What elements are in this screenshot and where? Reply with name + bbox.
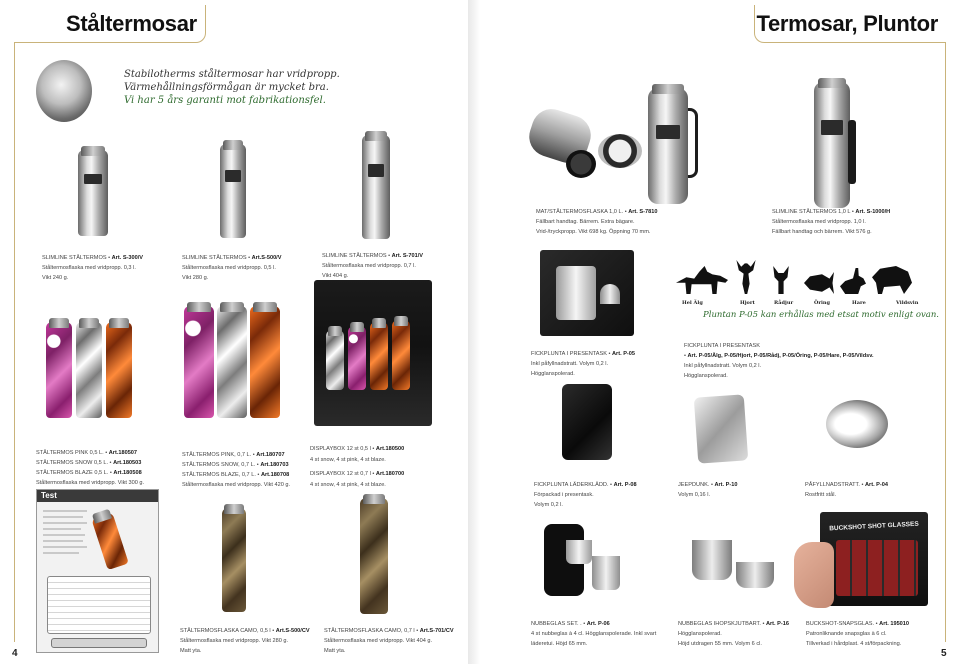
cap-camo07-l2: Ståltermosflaska med vridpropp. Vikt 404 g. [324,638,433,644]
cap-p06-l1: NUBBEGLAS SET. . • [531,621,587,627]
test-score-box [51,638,147,648]
thermos-blaze-07 [250,306,280,418]
cap-p16-l3: Höjd utdragen 55 mm. Volym 6 cl. [678,641,762,647]
cap-s300-l2: Ståltermosflaska med vridpropp. 0,3 l. [42,265,136,271]
cap-pink07-art3: Art.180708 [260,472,290,478]
cap-pink07-l4: Ståltermosflaska med vridpropp. Vikt 420 g. [182,482,291,488]
cap-p04-l2: Rostfritt stål. [805,492,837,498]
label-moose: Hel Älg [682,300,703,306]
intro-text [124,68,424,107]
cap-p08-l1: FICKPLUNTA LÄDERKLÄDD. • [534,482,614,488]
cap-p16-l1: NUBBEGLAS IHOPSKJUTBART. • [678,621,766,627]
caption-s7810 [536,207,657,237]
roe-deer-icon [768,266,794,294]
caption-s300 [42,253,143,283]
cap-s1000-l2: Ståltermosflaska med vridpropp. 1,0 l. [772,219,866,225]
thermos-snow-07 [217,306,247,418]
cap-p16-l2: Högglanspolerad. [678,631,722,637]
collapsible-cup-1 [692,540,732,580]
food-thermos-lid [598,134,642,168]
cap-display-l4: 4 st snow, 4 st pink, 4 st blaze. [310,482,386,488]
right-page-title: Termosar, Pluntor [756,11,938,36]
caption-p04 [805,480,888,500]
cap-s500-l2: Ståltermosflaska med vridpropp. 0,5 l. [182,265,276,271]
gift-flask [556,266,596,320]
cap-pink05-l3: STÅLTERMOS BLAZE 0,5 L. • [36,470,114,476]
cap-camo05-l3: Matt yta. [180,648,202,654]
caption-pink07 [182,450,290,490]
display-flask-4 [392,320,410,390]
cap-s500-l3: Vikt 280 g. [182,275,209,281]
cap-195010-l2: Patronliknande snapsglas à 6 cl. [806,631,887,637]
cap-s7810-l1: MAT/STÅLTERMOSFLASKA 1,0 L. • [536,209,629,215]
cap-p05m-art: Art. P-05/Älg, P-05/Hjort, P-05/Rådj, P-05/Öring, P-05/Hare, P-05/Vildsv. [687,353,874,359]
funnel-image [826,400,888,448]
label-boar: Vildsvin [896,300,919,306]
cap-pink05-art1: Art.180507 [108,450,138,456]
cap-camo05-l1: STÅLTERMOSFLASKA CAMO, 0,5 l • [180,628,276,634]
intro-line-3: Vi har 5 års garanti mot fabrikationsfel. [124,95,326,106]
test-magazine-clipping [36,489,159,653]
thermos-snow-05 [76,322,102,418]
cap-pink05-l1: STÅLTERMOS PINK 0,5 L. • [36,450,109,456]
cap-s701-art: Art. S-701/V [391,253,424,259]
cap-p06-art: Art. P-06 [586,621,610,627]
left-side-rule [14,42,15,642]
deer-icon [734,260,758,294]
cap-camo07-art: Art.S-701/CV [419,628,454,634]
cap-pink05-art3: Art.180508 [113,470,142,476]
cap-s701-l1: SLIMLINE STÅLTERMOS • [322,253,392,259]
thermos-blaze-05 [106,322,132,418]
display-flask-2 [348,326,366,390]
cap-pink07-l1: STÅLTERMOS PINK, 0,7 L. • [182,452,257,458]
caption-195010 [806,619,909,649]
thermos-s1000 [814,82,850,208]
label-hare: Hare [852,300,866,306]
caption-p10 [678,480,737,500]
caption-p08 [534,480,637,510]
left-header [14,5,206,43]
cap-p05-l2: Inkl påfyllnadstratt. Volym 0,2 l. [531,361,609,367]
animal-caption: Pluntan P-05 kan erhållas med etsat motiv enligt ovan. [703,310,939,320]
cap-pink05-l2: STÅLTERMOS SNOW 0,5 L. • [36,460,114,466]
thermos-camo-05 [222,508,246,612]
cap-camo07-l1: STÅLTERMOSFLASKA CAMO, 0,7 l • [324,628,420,634]
test-flask-image [91,512,129,570]
thermos-s1000-handle [848,120,856,184]
gift-funnel [600,284,620,304]
caption-s1000 [772,207,890,237]
cap-s7810-art: Art. S-7810 [628,209,658,215]
cap-pink05-l4: Ståltermosflaska med vridpropp. Vikt 300 g. [36,480,145,486]
buckshot-box-label: BUCKSHOT SHOT GLASSES [829,520,919,533]
gutter-shadow [468,0,480,664]
test-table [47,576,151,634]
cap-display-art2: Art.180700 [375,471,405,477]
thermos-s7810 [648,88,688,204]
cap-p04-l1: PÅFYLLNADSTRATT. • [805,482,865,488]
thermos-s300 [78,150,108,236]
cap-p05-l1: FICKPLUNTA I PRESENTASK • [531,351,613,357]
cap-p10-art: Art. P-10 [714,482,738,488]
cap-s7810-l2: Fällbart handtag. Bärrem. Extra bägare. [536,219,635,225]
cap-p10-l2: Volym 0,16 l. [678,492,711,498]
cap-195010-art: Art. 195010 [879,621,910,627]
intro-line-2: Värmehållningsförmågan är mycket bra. [124,82,329,93]
cap-s701-l2: Ståltermosflaska med vridpropp. 0,7 l. [322,263,416,269]
shot-glass-1 [566,540,592,564]
cap-s300-art: Art. S-300/V [111,255,144,261]
boar-icon [872,266,912,294]
cap-p08-l2: Förpackad i presentask. [534,492,594,498]
left-page-title: Ståltermosar [66,11,197,36]
cap-p10-l1: JEEPDUNK. • [678,482,715,488]
cap-p05m-l1: FICKPLUNTA I PRESENTASK [684,343,760,349]
cap-s1000-l3: Fällbart handtag och bärrem. Vikt 576 g. [772,229,872,235]
caption-s701 [322,251,423,281]
cap-s500-l1: SLIMLINE STÅLTERMOS • [182,255,252,261]
cap-p06-l2: 4 st nubbeglas à 4 cl. Högglanspolerade. Inkl svart [531,631,657,637]
test-header: Test [37,490,158,502]
trout-icon [804,272,834,294]
right-side-rule [945,42,946,642]
label-roe: Rådjur [774,300,794,306]
collapsible-cup-2 [736,562,774,588]
cap-p04-art: Art. P-04 [864,482,888,488]
thermos-pink-07 [184,306,214,418]
cap-p08-art: Art. P-08 [613,482,637,488]
buckshot-shells [836,540,918,596]
cap-camo07-l3: Matt yta. [324,648,346,654]
thermos-s7810-handle [688,108,698,178]
cap-s300-l1: SLIMLINE STÅLTERMOS • [42,255,112,261]
cap-p05-l3: Högglanspolerad. [531,371,575,377]
cap-s300-l3: Vikt 240 g. [42,275,69,281]
engraving-motifs [676,254,938,306]
display-flask-3 [370,322,388,390]
cap-pink05-art2: Art.180503 [113,460,142,466]
cap-display-art1: Art.180500 [375,446,405,452]
left-page-number: 4 [12,648,18,659]
caption-p16 [678,619,789,649]
caption-p05 [531,349,635,379]
shot-glass-2 [592,556,620,590]
cap-p05-art: Art. P-05 [612,351,636,357]
cap-s1000-art: Art. S-1000/H [855,209,891,215]
cap-s1000-l1: SLIMLINE STÅLTERMOS 1,0 L • [772,209,856,215]
cap-p05m-bullet: • [684,353,688,359]
cap-display-l1: DISPLAYBOX 12 st 0,5 l • [310,446,376,452]
moose-icon [676,266,728,294]
cap-pink07-art2: Art.180703 [260,462,289,468]
cap-pink07-art1: Art.180707 [256,452,285,458]
caption-s500 [182,253,281,283]
thermos-s701 [362,135,390,239]
caption-p05-motifs [684,341,874,381]
caption-camo05 [180,626,310,656]
cap-p16-art: Art. P-16 [765,621,789,627]
cap-s701-l3: Vikt 404 g. [322,273,349,279]
intro-line-1: Stabilotherms ståltermosar har vridpropp. [124,69,340,80]
thermos-s500 [220,144,246,238]
food-thermos-cap [566,150,596,178]
label-deer: Hjort [740,300,755,306]
caption-camo07 [324,626,454,656]
caption-display [310,444,404,491]
label-trout: Öring [814,300,831,306]
leather-flask-image [562,384,612,460]
cap-s7810-l3: Vrid-/tryckpropp. Vikt 698 kg. Öppning 70 mm. [536,229,651,235]
right-page-number: 5 [941,648,947,659]
cap-s500-art: Art.S-500/V [251,255,282,261]
right-header [754,5,946,43]
cap-p05m-l3: Inkl påfyllnadstratt. Volym 0,2 l. [684,363,762,369]
caption-pink05 [36,448,144,488]
thermos-pink-05 [46,322,72,418]
cap-camo05-l2: Ståltermosflaska med vridpropp. Vikt 280 g. [180,638,289,644]
intro-thermos-image [36,60,92,122]
cap-p06-l3: läderetui. Höjd 65 mm. [531,641,588,647]
cap-pink07-l2: STÅLTERMOS SNOW, 0,7 L. • [182,462,261,468]
cap-display-l2: 4 st snow, 4 st pink, 4 st blaze. [310,457,386,463]
cap-camo05-art: Art.S-500/CV [275,628,310,634]
hand-holding-shot [794,542,834,608]
cap-display-l3: DISPLAYBOX 12 st 0,7 l • [310,471,376,477]
thermos-camo-07 [360,498,388,614]
cap-pink07-l3: STÅLTERMOS BLAZE, 0,7 L. • [182,472,261,478]
jerrycan-image [694,394,748,463]
cap-p08-l3: Volym 0,2 l. [534,502,563,508]
cap-195010-l3: Tillverkad i hårdplast. 4 st/förpackning. [806,641,902,647]
hare-icon [840,268,866,294]
cap-p05m-l4: Högglanspolerad. [684,373,728,379]
caption-p06 [531,619,656,649]
cap-195010-l1: BUCKSHOT-SNAPSGLAS. • [806,621,880,627]
display-flask-1 [326,330,344,390]
